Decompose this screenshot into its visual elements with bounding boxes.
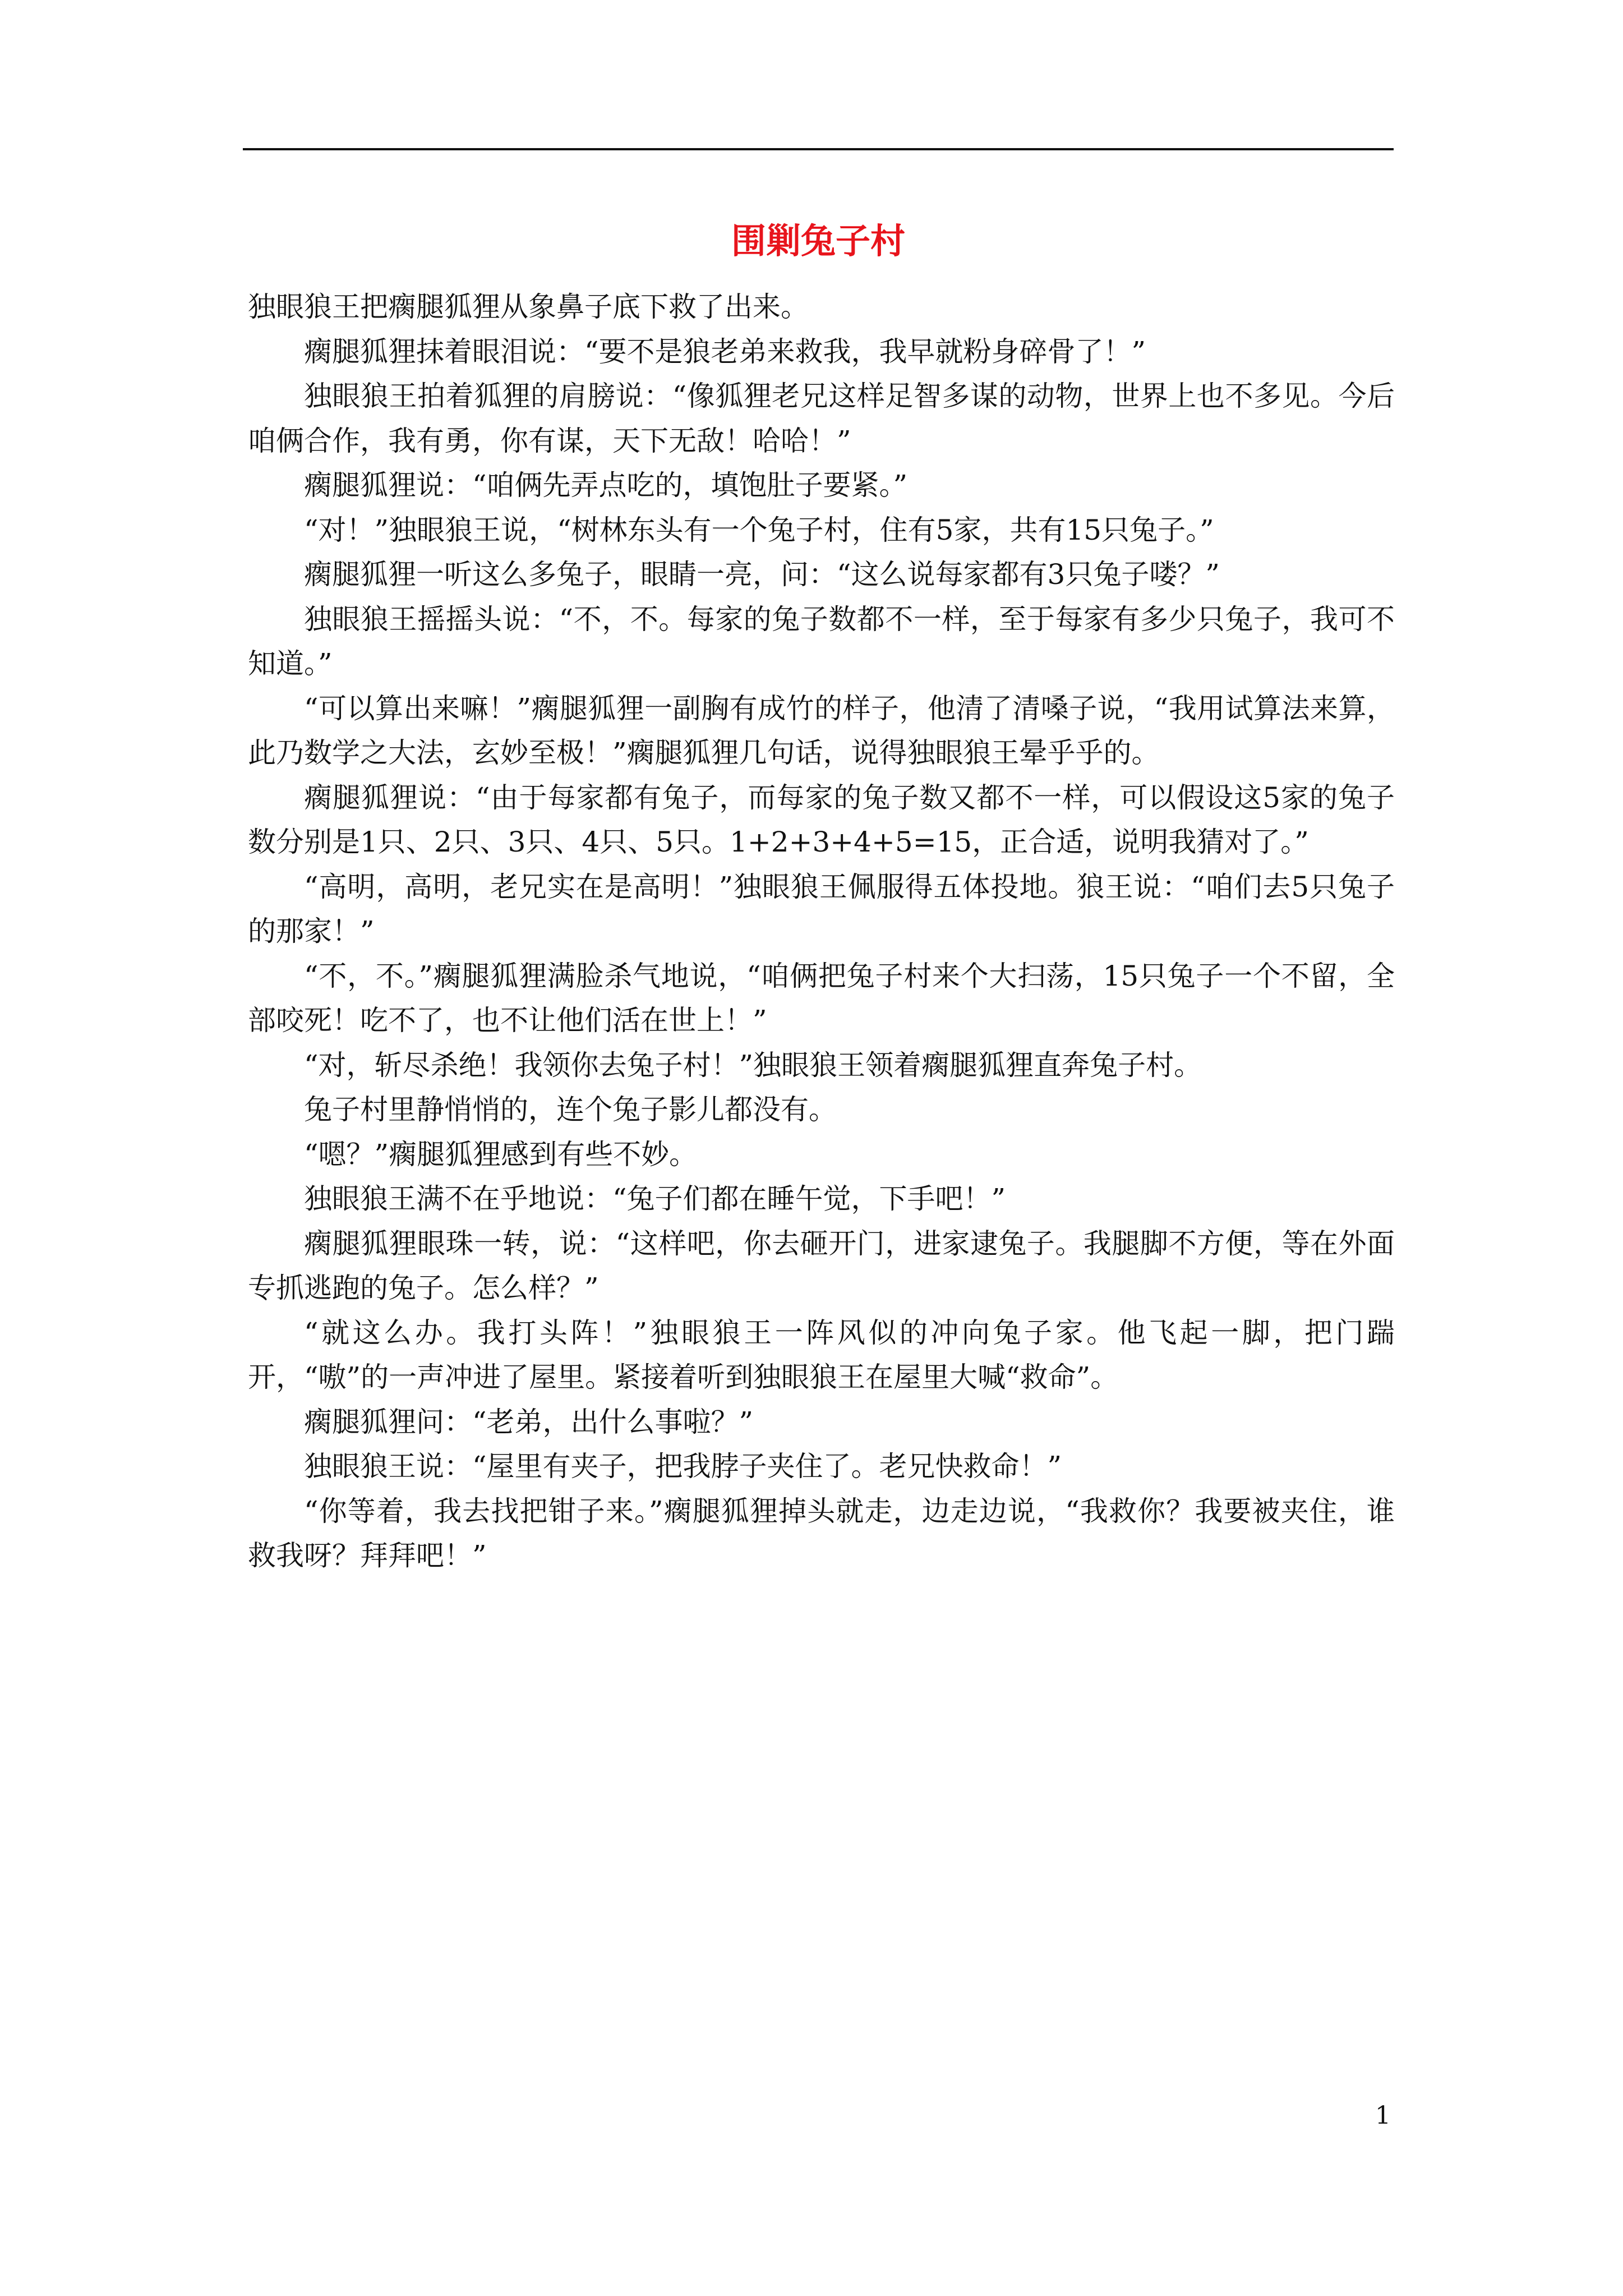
paragraph: “对！”独眼狼王说，“树林东头有一个兔子村，住有5家，共有15只兔子。” <box>304 513 1214 546</box>
paragraph: 独眼狼王说：“屋里有夹子，把我脖子夹住了。老兄快救命！” <box>304 1450 1062 1483</box>
paragraph: “你等着，我去找把钳子来。”瘸腿狐狸掉头就走，边走边说，“我救你？我要被夹住，谁救我呀？拜拜吧！” <box>248 1494 1395 1572</box>
paragraph: “就这么办。我打头阵！”独眼狼王一阵风似的冲向兔子家。他飞起一脚，把门踹开，“嗷”的一声冲进了屋里。紧接着听到独眼狼王在屋里大喊“救命”。 <box>248 1316 1395 1393</box>
paragraph: 独眼狼王把瘸腿狐狸从象鼻子底下救了出来。 <box>248 291 809 323</box>
paragraph: “不，不。”瘸腿狐狸满脸杀气地说，“咱俩把兔子村来个大扫荡，15只兔子一个不留，全部咬死！吃不了，也不让他们活在世上！” <box>248 959 1395 1037</box>
paragraph: “高明，高明，老兄实在是高明！”独眼狼王佩服得五体投地。狼王说：“咱们去5只兔子的那家！” <box>248 870 1395 947</box>
paragraph: 瘸腿狐狸说：“咱俩先弄点吃的，填饱肚子要紧。” <box>304 469 908 501</box>
paragraph: 独眼狼王摇摇头说：“不，不。每家的兔子数都不一样，至于每家有多少只兔子，我可不知道。” <box>248 602 1395 680</box>
paragraph: 瘸腿狐狸眼珠一转，说：“这样吧，你去砸开门，进家逮兔子。我腿脚不方便，等在外面专抓逃跑的兔子。怎么样？” <box>248 1227 1395 1304</box>
paragraph: 独眼狼王拍着狐狸的肩膀说：“像狐狸老兄这样足智多谋的动物，世界上也不多见。今后咱俩合作，我有勇，你有谋，天下无敌！哈哈！” <box>248 380 1395 457</box>
story-title: 围剿兔子村 <box>731 220 905 261</box>
paragraph: “可以算出来嘛！”瘸腿狐狸一副胸有成竹的样子，他清了清嗓子说，“我用试算法来算，此乃数学之大法，玄妙至极！”瘸腿狐狸几句话，说得独眼狼王晕乎乎的。 <box>248 692 1395 769</box>
paragraph: 瘸腿狐狸说：“由于每家都有兔子，而每家的兔子数又都不一样，可以假设这5家的兔子数分别是1只、2只、3只、4只、5只。1+2+3+4+5=15，正合适，说明我猜对了。” <box>248 781 1395 858</box>
paragraph: 独眼狼王满不在乎地说：“兔子们都在睡午觉，下手吧！” <box>304 1182 1006 1215</box>
header-rule <box>243 148 1394 150</box>
paragraph: 瘸腿狐狸抹着眼泪说：“要不是狼老弟来救我，我早就粉身碎骨了！” <box>304 335 1146 368</box>
paragraph: 瘸腿狐狸问：“老弟，出什么事啦？” <box>304 1405 754 1438</box>
paragraph: 兔子村里静悄悄的，连个兔子影儿都没有。 <box>304 1093 837 1126</box>
story-body <box>248 285 1395 1579</box>
paragraph: 瘸腿狐狸一听这么多兔子，眼睛一亮，问：“这么说每家都有3只兔子喽？” <box>304 558 1220 591</box>
page-number: 1 <box>1375 2101 1391 2130</box>
paragraph: “对，斩尽杀绝！我领你去兔子村！”独眼狼王领着瘸腿狐狸直奔兔子村。 <box>304 1048 1202 1082</box>
paragraph: “嗯？”瘸腿狐狸感到有些不妙。 <box>304 1138 698 1171</box>
